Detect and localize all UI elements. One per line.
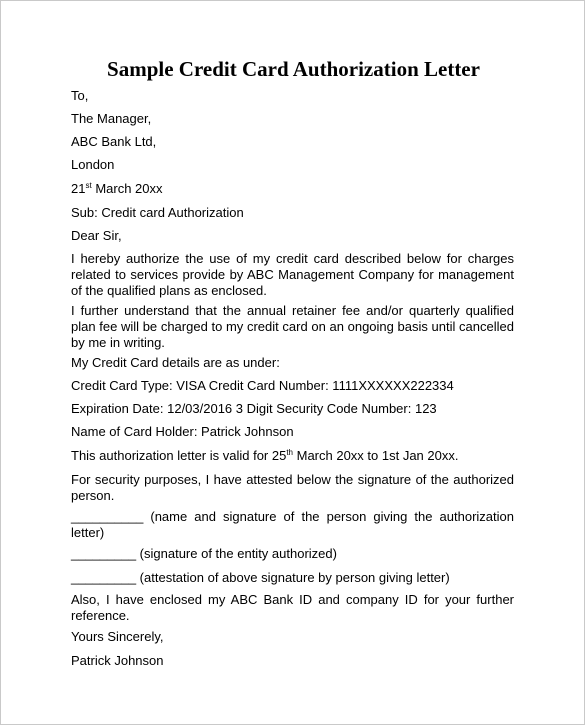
details-heading: My Credit Card details are as under: (71, 355, 280, 370)
validity-after: March 20xx to 1st Jan 20xx. (293, 448, 459, 463)
validity-before: This authorization letter is valid for 25 (71, 448, 287, 463)
enclosure-paragraph: Also, I have enclosed my ABC Bank ID and company ID for your further reference. (71, 592, 514, 623)
validity-suffix: th (286, 448, 293, 457)
security-paragraph: For security purposes, I have attested below the signature of the authorized person. (71, 472, 514, 503)
date-day: 21 (71, 181, 86, 196)
expiration-line: Expiration Date: 12/03/2016 3 Digit Security Code Number: 123 (71, 401, 437, 416)
date-suffix: st (85, 181, 92, 190)
bank-line: ABC Bank Ltd, (71, 134, 157, 149)
retainer-fee-paragraph: I further understand that the annual retainer fee and/or quarterly qualified plan fee will be charged to my credit card on an ongoing basis until cancelled by me in writing. (71, 303, 514, 350)
signature-line-authorization: __________ (name and signature of the person giving the authorization letter) (71, 509, 514, 540)
card-type-line: Credit Card Type: VISA Credit Card Number: 1111XXXXXX222334 (71, 378, 454, 393)
recipient-line: The Manager, (71, 111, 152, 126)
date-rest: March 20xx (91, 181, 163, 196)
closing-line: Yours Sincerely, (71, 629, 164, 644)
salutation-to: To, (71, 88, 89, 103)
signature-line-attestation: _________ (attestation of above signature by person giving letter) (71, 570, 450, 585)
date-line (71, 181, 163, 197)
city-line: London (71, 157, 115, 172)
subject-line: Sub: Credit card Authorization (71, 205, 244, 220)
greeting-line: Dear Sir, (71, 228, 122, 243)
signature-name: Patrick Johnson (71, 653, 164, 668)
signature-line-entity: _________ (signature of the entity authorized) (71, 546, 337, 561)
card-holder-line: Name of Card Holder: Patrick Johnson (71, 424, 294, 439)
validity-line (71, 448, 458, 464)
document-title: Sample Credit Card Authorization Letter (107, 57, 480, 81)
authorization-paragraph: I hereby authorize the use of my credit card described below for charges related to services provide by ABC Management Company for management of the qualified plans as enclosed. (71, 251, 514, 298)
